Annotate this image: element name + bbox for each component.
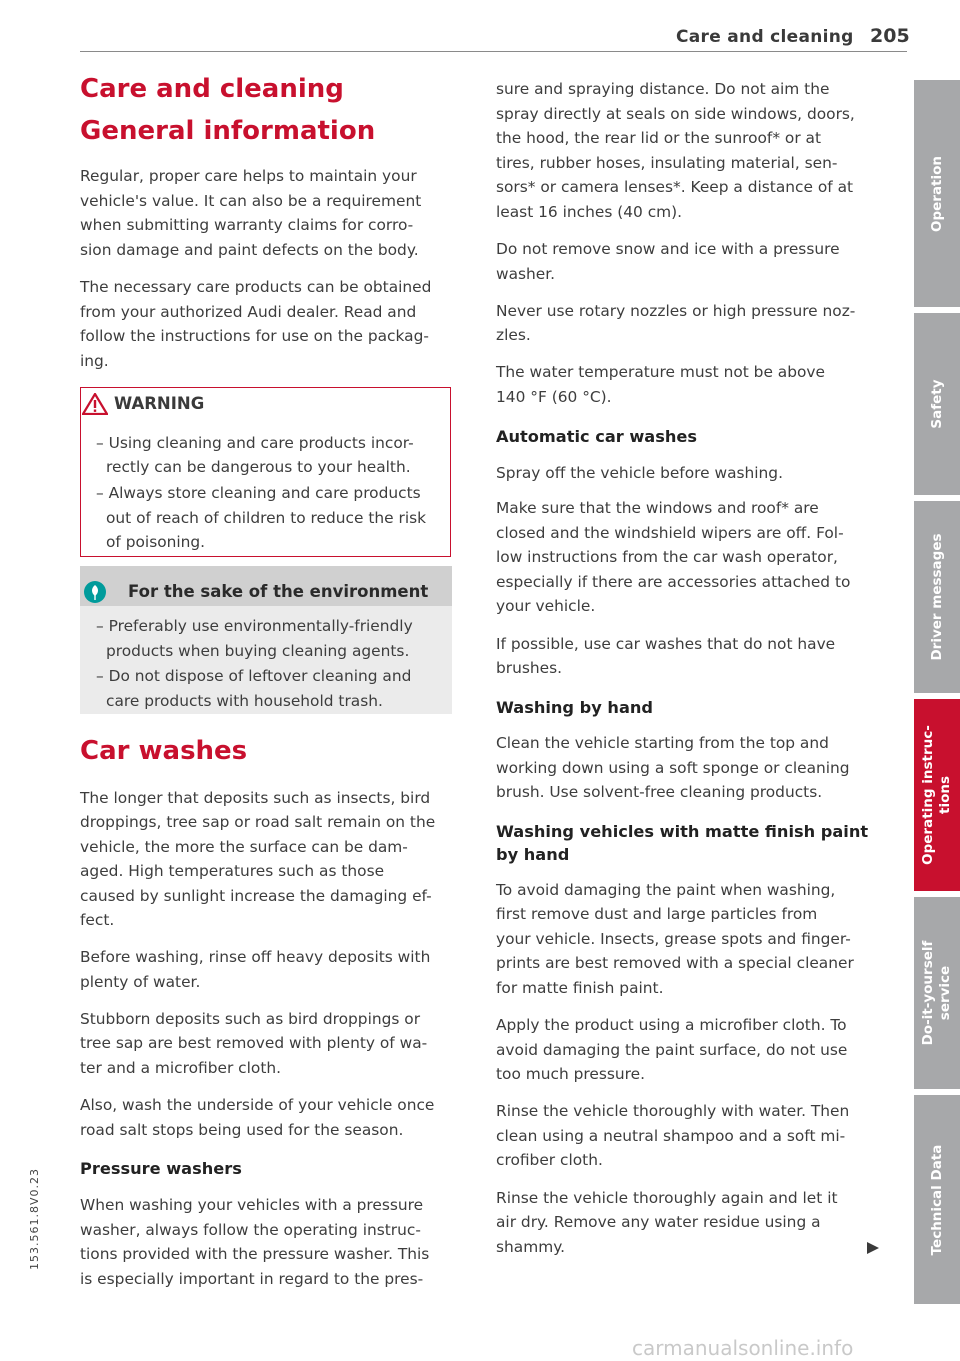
text-line: Rinse the vehicle thoroughly again and let it xyxy=(496,1189,838,1207)
document-code: 153.561.8V0.23 xyxy=(28,1168,41,1270)
text-line: ing. xyxy=(80,352,109,370)
text-line: Apply the product using a microfiber cloth. To xyxy=(496,1016,847,1034)
text-line: Also, wash the underside of your vehicle once xyxy=(80,1096,435,1114)
text-line: Before washing, rinse off heavy deposits with xyxy=(80,948,431,966)
text-line: least 16 inches (40 cm). xyxy=(496,203,683,221)
automatic-car-washes-heading: Automatic car washes xyxy=(496,427,698,446)
text-line: caused by sunlight increase the damaging ef- xyxy=(80,887,432,905)
text-line: The longer that deposits such as insects, bird xyxy=(80,789,431,807)
text-line: Do not remove snow and ice with a pressure xyxy=(496,240,840,258)
text-line: Clean the vehicle starting from the top and xyxy=(496,734,829,752)
watermark: carmanualsonline.info xyxy=(632,1336,854,1360)
text-line: washer, always follow the operating instruc- xyxy=(80,1221,421,1239)
spray-off-paragraph: Spray off the vehicle before washing. xyxy=(496,464,783,482)
text-line: crofiber cloth. xyxy=(496,1151,603,1169)
text-line: fect. xyxy=(80,911,115,929)
header-divider xyxy=(80,51,907,52)
text-line: droppings, tree sap or road salt remain on the xyxy=(80,813,436,831)
text-line: sure and spraying distance. Do not aim the xyxy=(496,80,830,98)
text-line: 140 °F (60 °C). xyxy=(496,388,612,406)
side-tab-driver-messages[interactable] xyxy=(914,501,960,693)
text-line: low instructions from the car wash operator, xyxy=(496,548,838,566)
text-line: prints are best removed with a special cleaner xyxy=(496,954,854,972)
side-tab-label: Technical Data xyxy=(929,1144,945,1255)
text-line: first remove dust and large particles from xyxy=(496,905,818,923)
environment-title: For the sake of the environment xyxy=(128,582,429,601)
side-tab-label: Operating instruc- tions xyxy=(920,725,953,865)
text-line: from your authorized Audi dealer. Read and xyxy=(80,303,417,321)
running-header-title: Care and cleaning xyxy=(676,27,854,47)
washing-by-hand-heading: Washing by hand xyxy=(496,698,653,717)
page-number: 205 xyxy=(870,25,910,47)
text-line: avoid damaging the paint surface, do not use xyxy=(496,1041,848,1059)
text-line: tions provided with the pressure washer. This xyxy=(80,1245,430,1263)
text-line: Make sure that the windows and roof* are xyxy=(496,499,819,517)
text-line: too much pressure. xyxy=(496,1065,645,1083)
text-line: sors* or camera lenses*. Keep a distance of at xyxy=(496,178,854,196)
text-line: for matte finish paint. xyxy=(496,979,664,997)
text-line: air dry. Remove any water residue using a xyxy=(496,1213,821,1231)
text-line: plenty of water. xyxy=(80,973,201,991)
text-line: ter and a microfiber cloth. xyxy=(80,1059,282,1077)
text-line: spray directly at seals on side windows, doors, xyxy=(496,105,855,123)
side-tab-label: Safety xyxy=(929,379,945,429)
car-washes-heading: Car washes xyxy=(80,736,248,766)
text-line: is especially important in regard to the pres- xyxy=(80,1270,424,1288)
text-line: aged. High temperatures such as those xyxy=(80,862,385,880)
list-item: out of reach of children to reduce the risk xyxy=(106,509,427,527)
continue-arrow-icon xyxy=(866,1240,880,1259)
side-tab-do-it-yourself[interactable] xyxy=(914,897,960,1089)
subsection-title: General information xyxy=(80,116,376,146)
text-line: shammy. xyxy=(496,1238,565,1256)
side-tab-operating-instructions[interactable] xyxy=(914,699,960,891)
list-item: – Using cleaning and care products incor- xyxy=(96,434,414,452)
text-line: tires, rubber hoses, insulating material, sen- xyxy=(496,154,838,172)
environment-leaf-icon xyxy=(84,581,106,603)
list-item: care products with household trash. xyxy=(106,692,383,710)
text-line: Rinse the vehicle thoroughly with water. Then xyxy=(496,1102,850,1120)
text-line: vehicle, the more the surface can be dam- xyxy=(80,838,408,856)
text-line: brush. Use solvent-free cleaning products. xyxy=(496,783,823,801)
text-line: If possible, use car washes that do not have xyxy=(496,635,836,653)
text-line: road salt stops being used for the season. xyxy=(80,1121,404,1139)
side-tab-label: Operation xyxy=(929,155,945,232)
text-line: your vehicle. xyxy=(496,597,596,615)
list-item: – Do not dispose of leftover cleaning and xyxy=(96,667,412,685)
text-line: zles. xyxy=(496,326,531,344)
list-item: products when buying cleaning agents. xyxy=(106,642,410,660)
side-tab-operation[interactable] xyxy=(914,80,960,307)
side-tab-label: Do-it-yourself service xyxy=(920,940,953,1046)
text-line: tree sap are best removed with plenty of wa- xyxy=(80,1034,428,1052)
list-item: – Always store cleaning and care products xyxy=(96,484,421,502)
heading-line: by hand xyxy=(496,845,570,864)
side-tab-safety[interactable] xyxy=(914,313,960,495)
text-line: when submitting warranty claims for corro- xyxy=(80,216,414,234)
warning-title: WARNING xyxy=(114,394,205,413)
side-tab-technical-data[interactable] xyxy=(914,1095,960,1304)
side-tab-label: Driver messages xyxy=(929,533,945,661)
text-line: When washing your vehicles with a pressure xyxy=(80,1196,424,1214)
list-item: of poisoning. xyxy=(106,533,206,551)
text-line: Never use rotary nozzles or high pressure noz- xyxy=(496,302,856,320)
text-line: follow the instructions for use on the packag- xyxy=(80,327,429,345)
heading-line: Washing vehicles with matte finish paint xyxy=(496,822,869,841)
text-line: vehicle's value. It can also be a requirement xyxy=(80,192,422,210)
text-line: The necessary care products can be obtained xyxy=(80,278,432,296)
text-line: the hood, the rear lid or the sunroof* or at xyxy=(496,129,822,147)
text-line: Stubborn deposits such as bird droppings or xyxy=(80,1010,421,1028)
text-line: working down using a soft sponge or cleaning xyxy=(496,759,850,777)
text-line: your vehicle. Insects, grease spots and finger- xyxy=(496,930,851,948)
text-line: brushes. xyxy=(496,659,563,677)
text-line: Regular, proper care helps to maintain your xyxy=(80,167,417,185)
text-line: closed and the windshield wipers are off. Fol- xyxy=(496,524,844,542)
pressure-washers-heading: Pressure washers xyxy=(80,1159,242,1178)
text-line: washer. xyxy=(496,265,556,283)
list-item: rectly can be dangerous to your health. xyxy=(106,458,411,476)
text-line: The water temperature must not be above xyxy=(496,363,826,381)
text-line: To avoid damaging the paint when washing, xyxy=(496,881,836,899)
warning-triangle-icon xyxy=(82,393,108,419)
text-line: clean using a neutral shampoo and a soft mi- xyxy=(496,1127,846,1145)
section-title: Care and cleaning xyxy=(80,74,344,104)
list-item: – Preferably use environmentally-friendly xyxy=(96,617,413,635)
text-line: sion damage and paint defects on the body. xyxy=(80,241,419,259)
text-line: especially if there are accessories attached to xyxy=(496,573,851,591)
